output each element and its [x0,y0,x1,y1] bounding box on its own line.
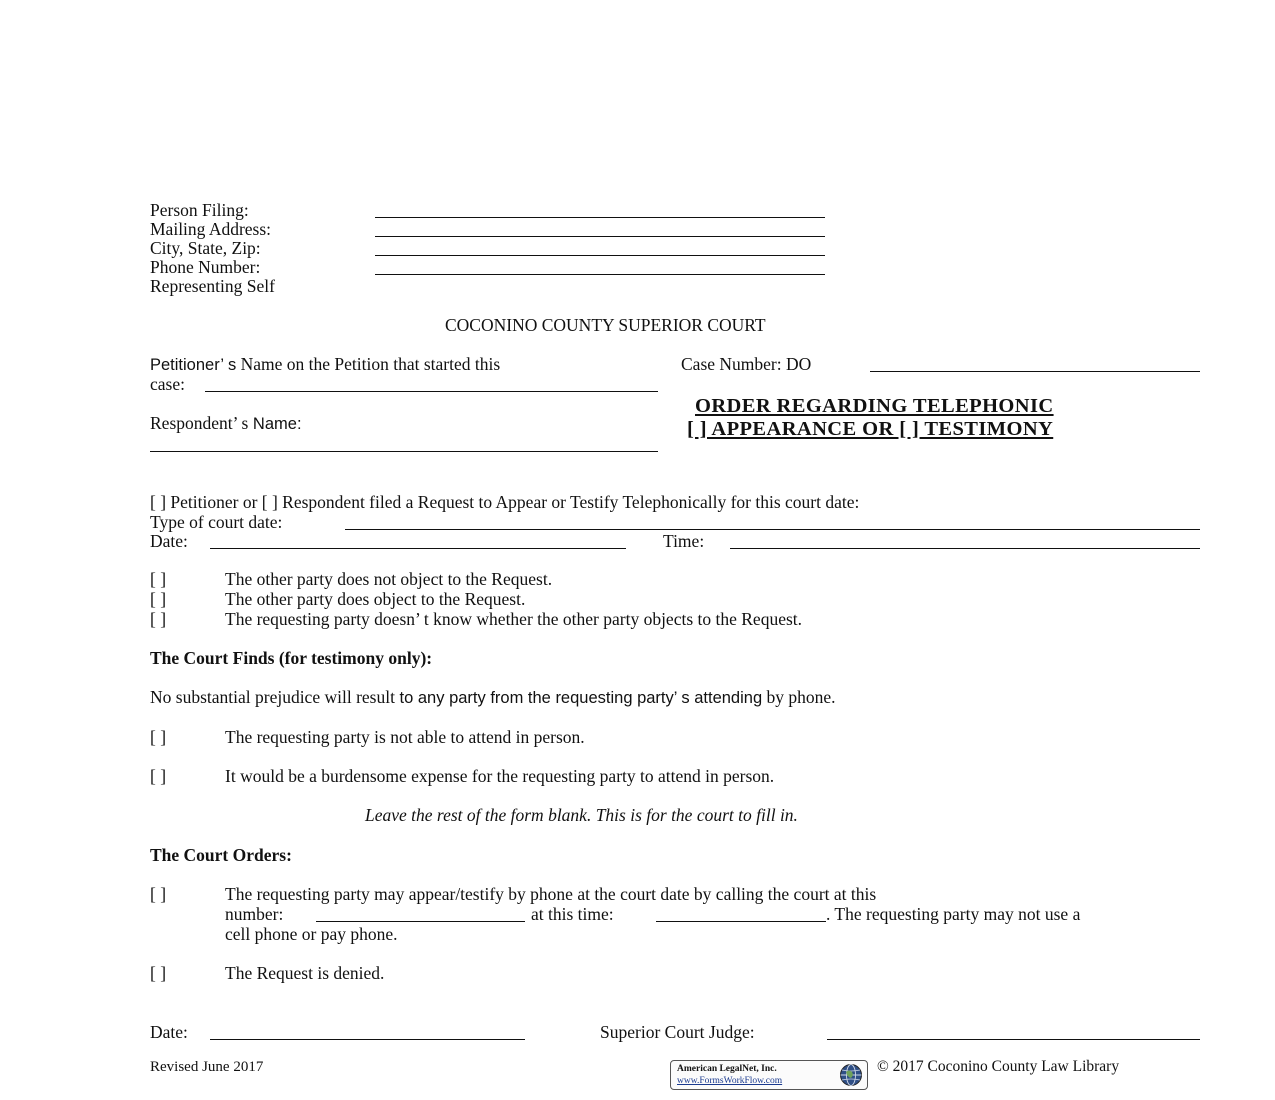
order-text-1-line1: The requesting party may appear/testify by phone at the court date by calling the court at this [225,884,877,904]
no-prejudice-part-2: to any party from the requesting party’ s attending [394,689,763,707]
copyright-notice: © 2017 Coconino County Law Library [877,1058,1120,1075]
court-orders-heading: The Court Orders: [150,845,292,865]
representing-self-label: Representing Self [150,276,275,296]
order-time-label: at this time: [531,904,614,924]
americanlegalnet-logo[interactable] [670,1060,868,1090]
court-date-label: Date: [150,531,188,551]
judge-label: Superior Court Judge: [600,1022,755,1042]
respondent-name-label [150,413,302,434]
revised-date: Revised June 2017 [150,1059,264,1075]
court-use-instruction: Leave the rest of the form blank. This is for the court to fill in. [365,805,798,825]
order-phone-number-line[interactable] [316,921,525,922]
objection-text-1: The other party does not object to the Request. [225,569,553,589]
order-text-1-tail: . The requesting party may not use a [826,904,1081,924]
petitioner-possessive: Petitioner’ s [150,356,237,374]
objection-text-3: The requesting party doesn’ t know whether the other party objects to the Request. [225,609,803,629]
court-name: COCONINO COUNTY SUPERIOR COURT [445,315,766,335]
petitioner-name-text: Name on the Petition that started this [236,354,501,374]
court-date-type-line[interactable] [345,529,1200,530]
person-filing-line[interactable] [375,217,825,218]
city-state-zip-line[interactable] [375,255,825,256]
court-date-line[interactable] [210,548,626,549]
mailing-address-line[interactable] [375,236,825,237]
no-prejudice-statement [150,687,836,708]
respondent-possessive: Respondent’ s [150,413,249,433]
court-time-line[interactable] [730,548,1200,549]
judge-signature-line[interactable] [827,1039,1200,1040]
order-number-label: number: [225,904,284,924]
case-number-line[interactable] [870,371,1200,372]
finding-checkbox-2[interactable]: [ ] [150,766,167,786]
respondent-name-text: Name: [248,415,302,433]
court-time-label: Time: [663,531,705,551]
finding-checkbox-1[interactable]: [ ] [150,727,167,747]
court-finds-heading: The Court Finds (for testimony only): [150,648,433,668]
order-text-2: The Request is denied. [225,963,385,983]
respondent-name-line[interactable] [150,451,658,452]
order-text-1-line3: cell phone or pay phone. [225,924,398,944]
objection-checkbox-1[interactable]: [ ] [150,569,167,589]
request-filed-statement: [ ] Petitioner or [ ] Respondent filed a Request to Appear or Testify Telephonically for this court date: [150,492,860,512]
order-checkbox-1[interactable]: [ ] [150,884,167,904]
form-title-line2: [ ] APPEARANCE OR [ ] TESTIMONY [687,418,1054,440]
petitioner-name-label [150,354,500,375]
globe-icon [839,1063,863,1087]
finding-text-1: The requesting party is not able to attend in person. [225,727,585,747]
form-title-line1: ORDER REGARDING TELEPHONIC [695,395,1054,417]
mailing-address-label: Mailing Address: [150,219,272,239]
logo-company-name: American LegalNet, Inc. [677,1064,777,1074]
phone-number-line[interactable] [375,274,825,275]
no-prejudice-part-1: No substantial prejudice will result [150,687,395,707]
petitioner-name-line[interactable] [205,391,658,392]
finding-text-2: It would be a burdensome expense for the requesting party to attend in person. [225,766,775,786]
logo-url[interactable]: www.FormsWorkFlow.com [677,1076,783,1086]
signature-date-label: Date: [150,1022,188,1042]
order-checkbox-2[interactable]: [ ] [150,963,167,983]
objection-checkbox-2[interactable]: [ ] [150,589,167,609]
phone-number-label: Phone Number: [150,257,261,277]
objection-text-2: The other party does object to the Request. [225,589,526,609]
petitioner-case-label: case: [150,374,185,394]
signature-date-line[interactable] [210,1039,525,1040]
no-prejudice-part-3: by phone. [762,687,836,707]
city-state-zip-label: City, State, Zip: [150,238,261,258]
person-filing-label: Person Filing: [150,200,249,220]
case-number-label: Case Number: DO [681,354,812,374]
court-date-type-label: Type of court date: [150,512,283,532]
objection-checkbox-3[interactable]: [ ] [150,609,167,629]
order-time-line[interactable] [656,921,826,922]
